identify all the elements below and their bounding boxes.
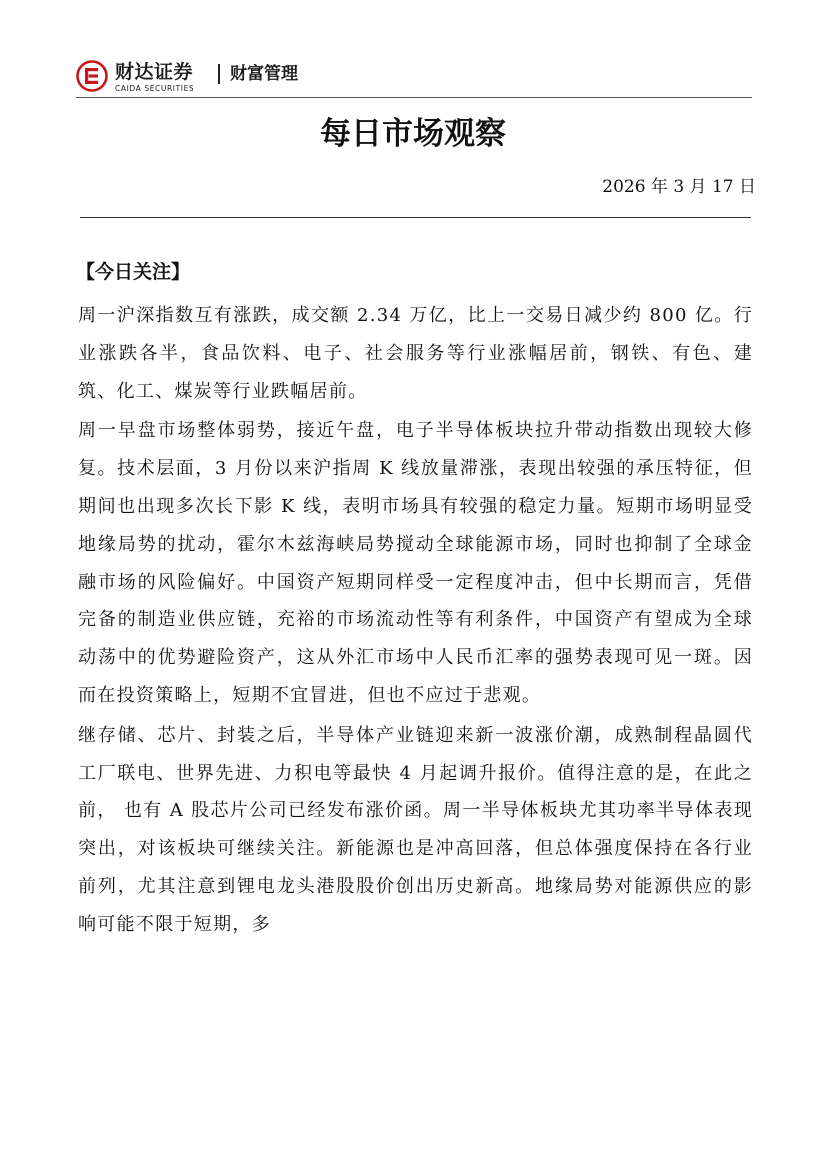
report-title: 每日市场观察 xyxy=(320,116,506,152)
report-date: 2026 年 3 月 17 日 xyxy=(602,177,756,197)
paragraph-market-analysis: 周一早盘市场整体弱势，接近午盘，电子半导体板块拉升带动指数出现较大修复。技术层面，3 月份以来沪指周 K 线放量滞涨，表现出较强的承压特征，但期间也出现多次长下影 K 线，表明市场具有较强的稳定力量。短期市场明显受地缘局势的扰动，霍尔木兹海峡局势搅动全球能源市场，同时也抑制了全球金融市场的风险偏好。中国资产短期同样受一定程度冲击，但中长期而言，凭借完备的制造业供应链，充裕的市场流动性等有利条件，中国资产有望成为全球动荡中的优势避险资产，这从外汇市场中人民币汇率的强势表现可见一斑。因而在投资策略上，短期不宜冒进，但也不应过于悲观。 xyxy=(78,420,753,706)
company-name-en: CAIDA SECURITIES xyxy=(115,84,195,93)
company-name: 财达证券 xyxy=(115,61,194,83)
paragraph-market-summary: 周一沪深指数互有涨跌，成交额 2.34 万亿，比上一交易日减少约 800 亿。行业涨跌各半，食品饮料、电子、社会服务等行业涨幅居前，钢铁、有色、建筑、化工、煤炭等行业跌幅居前。 xyxy=(78,305,753,402)
caida-logo-icon xyxy=(76,60,108,92)
section-body xyxy=(78,297,753,946)
report-header xyxy=(76,58,752,96)
header-separator xyxy=(218,64,220,84)
paragraph-sector-focus: 继存储、芯片、封装之后，半导体产业链迎来新一波涨价潮，成熟制程晶圆代工厂联电、世界先进、力积电等最快 4 月起调升报价。值得注意的是，在此之前， 也有 A 股芯片公司已经发布涨价函。周一半导体板块尤其功率半导体表现突出，对该板块可继续关注。新能源也是冲高回落，但总体强度保持在各行业前列，尤其注意到锂电龙头港股股价创出历史新高。地缘局势对能源供应的影响可能不限于短期，多 xyxy=(78,724,753,935)
header-divider xyxy=(76,97,752,98)
department-name: 财富管理 xyxy=(230,64,298,84)
section-heading: 【今日关注】 xyxy=(76,261,191,283)
title-divider xyxy=(80,217,751,218)
